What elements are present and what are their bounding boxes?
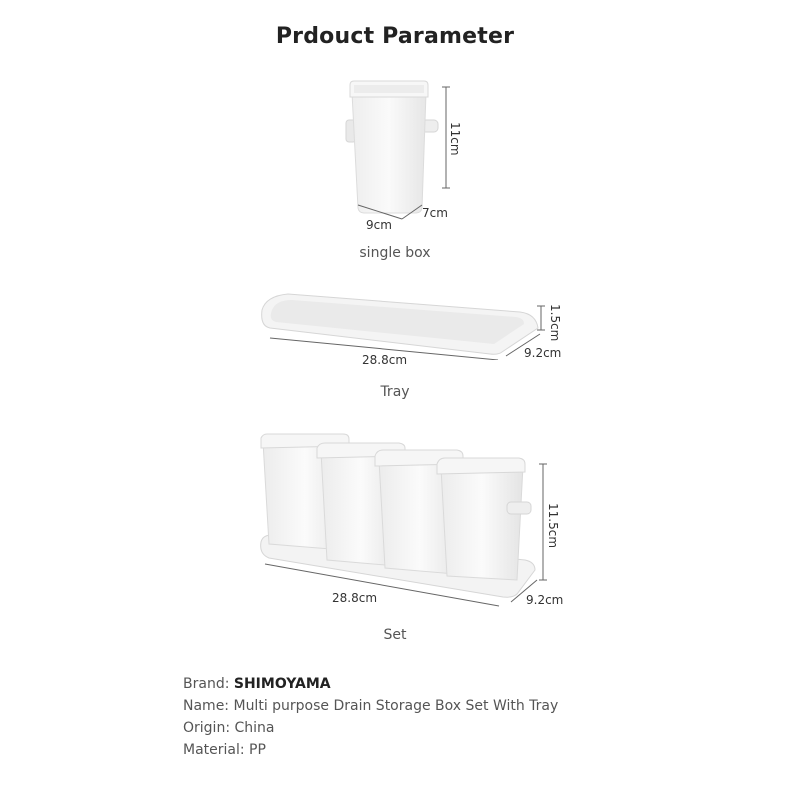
spec-material xyxy=(183,739,743,761)
tray-length-label: 28.8cm xyxy=(362,353,408,367)
set-height-label: 11.5cm xyxy=(546,503,560,549)
spec-origin xyxy=(183,717,743,739)
single-box-width-label: 9cm xyxy=(366,218,392,232)
spec-origin-label: Origin: xyxy=(183,720,235,736)
page-title: Prdouct Parameter xyxy=(275,24,515,49)
tray-height-label: 1.5cm xyxy=(548,304,562,342)
set-caption: Set xyxy=(383,627,407,643)
set-length-label: 28.8cm xyxy=(332,591,378,605)
spec-name xyxy=(183,695,743,717)
spec-name-label: Name: xyxy=(183,698,234,714)
spec-material-label: Material: xyxy=(183,742,250,758)
set-image xyxy=(255,430,575,610)
set-depth-label: 9.2cm xyxy=(526,593,564,607)
single-box-depth-label: 7cm xyxy=(422,206,448,220)
spec-brand-label: Brand: xyxy=(183,676,234,692)
tray-caption: Tray xyxy=(380,384,410,400)
single-box-caption: single box xyxy=(359,245,431,261)
spec-brand-value: SHIMOYAMA xyxy=(233,676,331,692)
spec-material-value: PP xyxy=(249,742,266,758)
tray-image xyxy=(258,290,568,360)
single-box-height-label: 11cm xyxy=(448,122,462,156)
spec-origin-value: China xyxy=(234,720,275,736)
tray-depth-label: 9.2cm xyxy=(524,346,562,360)
spec-brand xyxy=(183,673,743,695)
product-specs xyxy=(183,673,743,761)
spec-name-value: Multi purpose Drain Storage Box Set With Tray xyxy=(233,698,559,714)
